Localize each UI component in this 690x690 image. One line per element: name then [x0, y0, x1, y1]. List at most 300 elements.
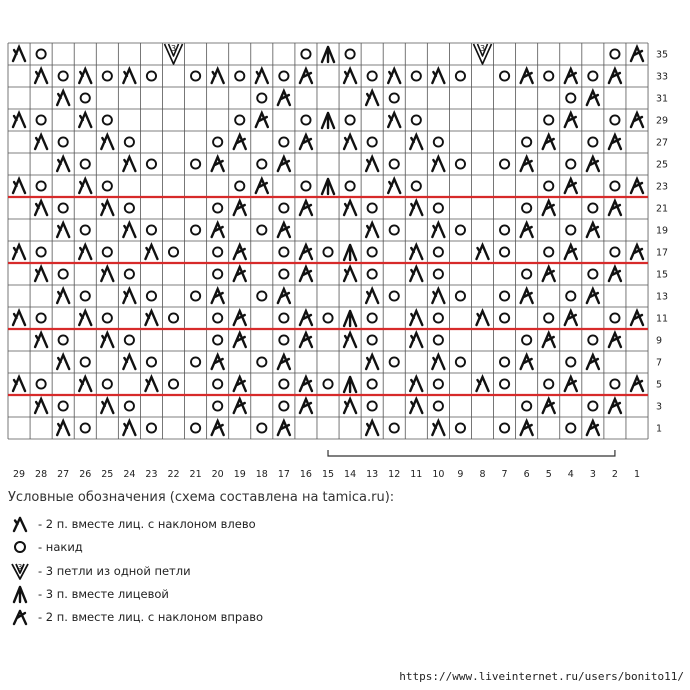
row-number: 27 [656, 137, 669, 149]
yarn-over-icon [125, 137, 134, 146]
yarn-over-icon [279, 269, 288, 278]
k2tog-right-icon [521, 69, 533, 83]
yarn-over-icon [37, 115, 46, 124]
column-number: 18 [255, 469, 268, 480]
k2tog-right-icon [609, 135, 621, 149]
row-number: 19 [656, 225, 669, 237]
yarn-over-icon [213, 247, 222, 256]
yarn-over-icon [59, 71, 68, 80]
k2tog-left-icon [79, 179, 91, 193]
k2tog-left-icon [123, 223, 135, 237]
yarn-over-icon [279, 401, 288, 410]
column-number: 22 [167, 469, 180, 480]
column-number: 27 [57, 469, 70, 480]
k2tog-right-icon [609, 201, 621, 215]
column-number: 10 [432, 469, 445, 480]
k2tog-left-icon [57, 91, 69, 105]
k2tog-right-icon [565, 377, 577, 391]
k2tog-left-icon [13, 311, 25, 325]
row-number: 29 [656, 115, 669, 127]
k2tog-left-icon [344, 69, 356, 83]
k2tog-right-icon [234, 245, 246, 259]
k2tog-left-icon [410, 333, 422, 347]
yarn-over-icon [434, 203, 443, 212]
k2tog-right-icon [278, 289, 290, 303]
row-number: 17 [656, 247, 669, 259]
yarn-over-icon [103, 379, 112, 388]
yarn-over-icon [522, 203, 531, 212]
row-number: 5 [656, 379, 663, 391]
k2tog-right-icon [234, 267, 246, 281]
yarn-over-icon [301, 181, 310, 190]
k2tog-left-icon [13, 377, 25, 391]
yarn-over-icon [125, 401, 134, 410]
yarn-over-icon [566, 93, 575, 102]
yarn-over-icon [301, 49, 310, 58]
yarn-over-icon [500, 313, 509, 322]
yarn-over-icon [368, 71, 377, 80]
k2tog-right-icon [300, 399, 312, 413]
k2tog-right-icon [300, 377, 312, 391]
row-number: 11 [656, 313, 669, 325]
source-url: https://www.liveinternet.ru/users/bonito11/ [399, 670, 684, 683]
k2tog-left-icon [432, 69, 444, 83]
column-number: 19 [233, 469, 246, 480]
yarn-over-icon [610, 247, 619, 256]
column-number: 17 [277, 469, 290, 480]
yarn-over-icon [456, 225, 465, 234]
svg-text:3: 3 [170, 44, 177, 53]
row-number: 13 [656, 291, 669, 303]
yarn-over-icon [301, 115, 310, 124]
k2tog-left-icon [13, 179, 25, 193]
row-numbers [656, 50, 668, 435]
k2tog-left-icon [57, 355, 69, 369]
yarn-over-icon [522, 137, 531, 146]
k3tog-icon [322, 179, 334, 194]
row-number: 7 [656, 357, 663, 369]
k2tog-left-icon [101, 333, 113, 347]
yarn-over-icon [59, 335, 68, 344]
k2tog-left-icon [123, 289, 135, 303]
yarn-over-icon [59, 203, 68, 212]
column-number: 21 [189, 469, 202, 480]
k2tog-right-icon [300, 201, 312, 215]
yarn-over-icon [147, 423, 156, 432]
k2tog-left-icon [477, 245, 489, 259]
k2tog-right-icon [278, 157, 290, 171]
yarn-over-icon [323, 379, 332, 388]
k2tog-right-icon [631, 245, 643, 259]
k3tog-icon [8, 584, 32, 604]
yarn-over-icon [544, 313, 553, 322]
yarn-over-icon [345, 181, 354, 190]
k2tog-right-icon [609, 399, 621, 413]
row-number: 25 [656, 159, 669, 171]
k2tog-left-icon [410, 377, 422, 391]
k2tog-right-icon [543, 135, 555, 149]
k2tog-right-icon [212, 421, 224, 435]
yarn-over-icon [500, 71, 509, 80]
k2tog-left-icon [212, 69, 224, 83]
k2tog-right-icon [543, 399, 555, 413]
legend-item-yarn-over [8, 537, 83, 557]
k2tog-right-icon [587, 91, 599, 105]
yarn-over-icon [544, 115, 553, 124]
k2tog-left-icon [101, 267, 113, 281]
three-from-one-icon [8, 561, 32, 581]
column-number: 23 [145, 469, 158, 480]
k2tog-right-icon [609, 69, 621, 83]
yarn-over-icon [257, 357, 266, 366]
legend-title: Условные обозначения (схема составлена на tamica.ru): [8, 490, 395, 505]
k2tog-right-icon [234, 377, 246, 391]
k2tog-left-icon [35, 267, 47, 281]
k2tog-left-icon [145, 377, 157, 391]
column-number: 12 [388, 469, 401, 480]
yarn-over-icon [610, 181, 619, 190]
yarn-over-icon [412, 71, 421, 80]
k2tog-right-icon [565, 69, 577, 83]
yarn-over-icon [279, 335, 288, 344]
yarn-over-icon [81, 159, 90, 168]
column-number: 7 [501, 469, 508, 480]
k2tog-left-icon [145, 311, 157, 325]
legend-text: - 2 п. вместе лиц. с наклоном влево [38, 517, 256, 531]
yarn-over-icon [59, 401, 68, 410]
k2tog-right-icon [521, 223, 533, 237]
k2tog-right-icon [521, 421, 533, 435]
column-number: 29 [12, 469, 26, 480]
k2tog-right-icon [565, 179, 577, 193]
k2tog-right-icon [256, 179, 268, 193]
yarn-over-icon [213, 137, 222, 146]
k2tog-right-icon [565, 113, 577, 127]
yarn-over-icon [390, 225, 399, 234]
k2tog-right-icon [609, 333, 621, 347]
three-from-one-icon [165, 44, 183, 64]
column-number: 25 [101, 469, 114, 480]
yarn-over-icon [213, 313, 222, 322]
k2tog-right-icon [609, 267, 621, 281]
k2tog-left-icon [79, 245, 91, 259]
three-from-one-icon [474, 44, 492, 64]
k2tog-left-icon [410, 135, 422, 149]
yarn-over-icon [125, 203, 134, 212]
yarn-over-icon [610, 49, 619, 58]
k2tog-right-icon [521, 355, 533, 369]
yarn-over-icon [434, 137, 443, 146]
yarn-over-icon [191, 291, 200, 300]
k2tog-left-icon [13, 113, 25, 127]
row-number: 33 [656, 71, 669, 83]
yarn-over-icon [434, 313, 443, 322]
yarn-over-icon [191, 357, 200, 366]
k2tog-left-icon [123, 355, 135, 369]
yarn-over-icon [257, 93, 266, 102]
yarn-over-icon [279, 379, 288, 388]
row-number: 3 [656, 401, 663, 413]
yarn-over-icon [191, 423, 200, 432]
yarn-over-icon [103, 181, 112, 190]
yarn-over-icon [610, 313, 619, 322]
k2tog-right-icon [300, 333, 312, 347]
column-number: 2 [611, 469, 618, 480]
k2tog-left-icon [8, 514, 32, 534]
yarn-over-icon [323, 313, 332, 322]
column-number: 11 [410, 469, 423, 480]
yarn-over-icon [610, 379, 619, 388]
k2tog-left-icon [123, 157, 135, 171]
k2tog-right-icon [631, 311, 643, 325]
k2tog-right-icon [631, 47, 643, 61]
svg-text:3: 3 [479, 44, 486, 53]
k2tog-left-icon [388, 179, 400, 193]
yarn-over-icon [147, 225, 156, 234]
row-number: 21 [656, 203, 669, 215]
row-number: 15 [656, 269, 669, 281]
k2tog-left-icon [57, 223, 69, 237]
k2tog-left-icon [344, 267, 356, 281]
yarn-over-icon [390, 159, 399, 168]
row-number: 23 [656, 181, 669, 193]
column-number: 28 [35, 469, 48, 480]
yarn-over-icon [588, 335, 597, 344]
yarn-over-icon [125, 269, 134, 278]
k2tog-right-icon [631, 377, 643, 391]
k2tog-left-icon [57, 421, 69, 435]
k2tog-right-icon [631, 113, 643, 127]
k2tog-right-icon [300, 311, 312, 325]
column-number: 15 [321, 469, 335, 480]
yarn-over-icon [191, 71, 200, 80]
k2tog-left-icon [366, 421, 378, 435]
k2tog-right-icon [521, 157, 533, 171]
yarn-over-icon [37, 181, 46, 190]
legend-text: - 2 п. вместе лиц. с наклоном вправо [38, 610, 264, 624]
k2tog-left-icon [410, 399, 422, 413]
k2tog-left-icon [410, 267, 422, 281]
yarn-over-icon [456, 291, 465, 300]
yarn-over-icon [191, 225, 200, 234]
k2tog-left-icon [388, 69, 400, 83]
yarn-over-icon [235, 115, 244, 124]
k2tog-left-icon [366, 355, 378, 369]
k2tog-left-icon [256, 69, 268, 83]
yarn-over-icon [169, 247, 178, 256]
yarn-over-icon [434, 247, 443, 256]
k2tog-left-icon [35, 201, 47, 215]
k2tog-left-icon [388, 113, 400, 127]
k2tog-right-icon [543, 267, 555, 281]
yarn-over-icon [390, 291, 399, 300]
k2tog-left-icon [123, 421, 135, 435]
yarn-over-icon [456, 357, 465, 366]
yarn-over-icon [566, 291, 575, 300]
k2tog-right-icon [212, 289, 224, 303]
k2tog-left-icon [101, 399, 113, 413]
yarn-over-icon [434, 401, 443, 410]
k2tog-right-icon [521, 289, 533, 303]
yarn-over-icon [500, 291, 509, 300]
yarn-over-icon [147, 357, 156, 366]
yarn-over-icon [323, 247, 332, 256]
repeat-bracket [328, 450, 615, 456]
chart-symbols [13, 44, 643, 435]
yarn-over-icon [279, 247, 288, 256]
k2tog-left-icon [344, 399, 356, 413]
k2tog-right-icon [212, 157, 224, 171]
k2tog-right-icon [587, 421, 599, 435]
k2tog-right-icon [278, 223, 290, 237]
yarn-over-icon [434, 379, 443, 388]
yarn-over-icon [434, 269, 443, 278]
k2tog-left-icon [79, 377, 91, 391]
yarn-over-icon [544, 247, 553, 256]
yarn-over-icon [213, 379, 222, 388]
yarn-over-icon [500, 247, 509, 256]
yarn-over-icon [213, 203, 222, 212]
k3tog-icon [344, 245, 356, 260]
yarn-over-icon [456, 159, 465, 168]
k2tog-left-icon [79, 311, 91, 325]
k2tog-right-icon [300, 267, 312, 281]
yarn-over-icon [235, 181, 244, 190]
k2tog-left-icon [101, 201, 113, 215]
yarn-over-icon [257, 225, 266, 234]
k2tog-left-icon [145, 245, 157, 259]
yarn-over-icon [500, 159, 509, 168]
k2tog-left-icon [344, 201, 356, 215]
k2tog-right-icon [565, 311, 577, 325]
yarn-over-icon [544, 71, 553, 80]
column-number: 20 [211, 469, 224, 480]
yarn-over-icon [390, 93, 399, 102]
yarn-over-icon [566, 357, 575, 366]
k2tog-right-icon [587, 289, 599, 303]
k2tog-left-icon [13, 245, 25, 259]
yarn-over-icon [500, 357, 509, 366]
yarn-over-icon [368, 401, 377, 410]
yarn-over-icon [456, 71, 465, 80]
svg-text:3: 3 [17, 563, 23, 571]
row-number: 9 [656, 335, 663, 347]
k2tog-left-icon [477, 377, 489, 391]
yarn-over-icon [81, 93, 90, 102]
yarn-over-icon [368, 137, 377, 146]
yarn-over-icon [81, 357, 90, 366]
k2tog-left-icon [101, 135, 113, 149]
yarn-over-icon [588, 401, 597, 410]
legend-item-three-from-one [8, 561, 191, 581]
k2tog-left-icon [432, 421, 444, 435]
yarn-over-icon [103, 313, 112, 322]
k2tog-left-icon [123, 69, 135, 83]
repeat-lines [8, 197, 648, 395]
yarn-over-icon [522, 401, 531, 410]
yarn-over-icon [37, 49, 46, 58]
yarn-over-icon [169, 379, 178, 388]
column-number: 13 [366, 469, 379, 480]
column-number: 26 [79, 469, 92, 480]
k3tog-icon [344, 311, 356, 326]
k2tog-right-icon [212, 355, 224, 369]
k2tog-right-icon [300, 135, 312, 149]
yarn-over-icon [103, 247, 112, 256]
yarn-over-icon [235, 71, 244, 80]
yarn-over-icon [213, 269, 222, 278]
row-number: 35 [656, 49, 669, 61]
legend-text: - накид [38, 540, 83, 554]
yarn-over-icon [257, 159, 266, 168]
column-number: 24 [123, 469, 136, 480]
column-number: 9 [457, 469, 464, 480]
k2tog-left-icon [477, 311, 489, 325]
yarn-over-icon [566, 225, 575, 234]
k2tog-right-icon [278, 91, 290, 105]
k2tog-left-icon [35, 135, 47, 149]
k2tog-left-icon [57, 289, 69, 303]
yarn-over-icon [345, 115, 354, 124]
k2tog-right-icon [587, 355, 599, 369]
row-number: 31 [656, 93, 669, 105]
k2tog-right-icon [587, 157, 599, 171]
k2tog-right-icon [300, 245, 312, 259]
yarn-over-icon [390, 357, 399, 366]
k3tog-icon [322, 47, 334, 62]
yarn-over-icon [566, 423, 575, 432]
k2tog-left-icon [13, 47, 25, 61]
column-number: 14 [344, 469, 357, 480]
yarn-over-icon [610, 115, 619, 124]
k2tog-right-icon [234, 333, 246, 347]
yarn-over-icon [588, 269, 597, 278]
yarn-over-icon [213, 335, 222, 344]
k2tog-left-icon [432, 157, 444, 171]
row-number: 1 [656, 423, 663, 435]
yarn-over-icon [566, 159, 575, 168]
legend-item-k2tog-left [8, 514, 256, 534]
yarn-over-icon [412, 115, 421, 124]
yarn-over-icon [412, 181, 421, 190]
k2tog-left-icon [410, 311, 422, 325]
yarn-over-icon [368, 247, 377, 256]
yarn-over-icon [147, 159, 156, 168]
yarn-over-icon [37, 247, 46, 256]
yarn-over-icon [147, 291, 156, 300]
yarn-over-icon [8, 537, 32, 557]
yarn-over-icon [434, 335, 443, 344]
k2tog-left-icon [366, 223, 378, 237]
yarn-over-icon [368, 269, 377, 278]
yarn-over-icon [59, 137, 68, 146]
yarn-over-icon [588, 71, 597, 80]
yarn-over-icon [103, 71, 112, 80]
k2tog-right-icon [256, 113, 268, 127]
yarn-over-icon [544, 181, 553, 190]
yarn-over-icon [345, 49, 354, 58]
column-number: 6 [523, 469, 530, 480]
k3tog-icon [322, 113, 334, 128]
k2tog-left-icon [344, 135, 356, 149]
yarn-over-icon [368, 203, 377, 212]
column-number: 8 [479, 469, 486, 480]
yarn-over-icon [500, 225, 509, 234]
yarn-over-icon [257, 291, 266, 300]
yarn-over-icon [169, 313, 178, 322]
k2tog-left-icon [57, 157, 69, 171]
yarn-over-icon [191, 159, 200, 168]
